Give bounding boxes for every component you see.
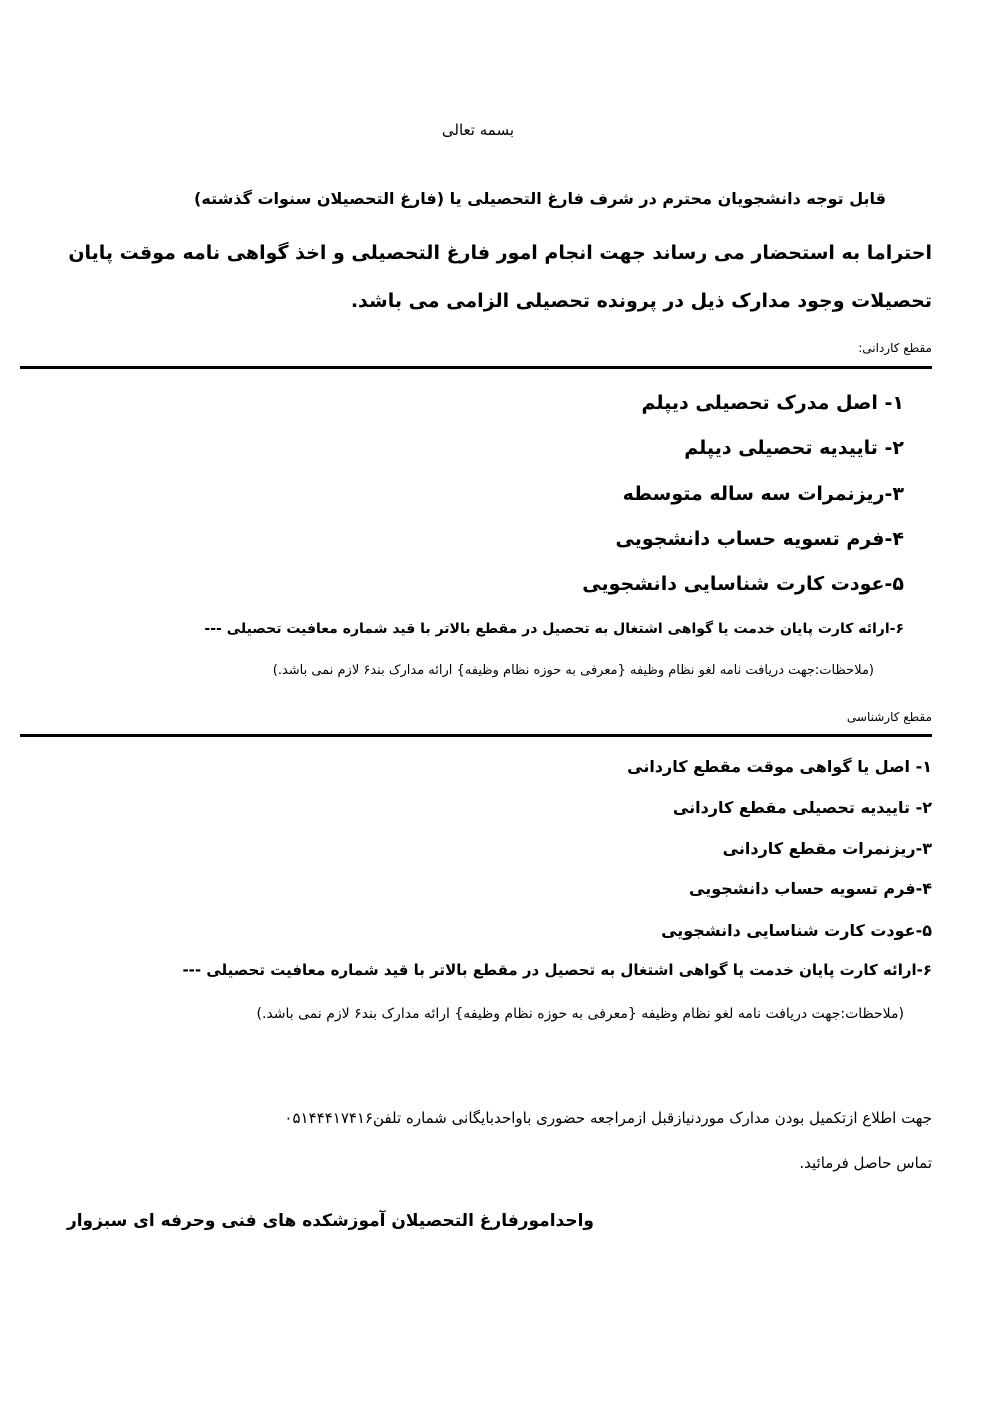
addressee-line: قابل توجه دانشجویان محترم در شرف فارغ التحصیلی یا (فارغ التحصیلان سنوات گذشته) <box>194 189 886 208</box>
section-heading-karshenasi: مقطع کارشناسی <box>846 710 932 724</box>
karshenasi-item-5: ۵-عودت کارت شناسایی دانشجویی <box>661 921 932 940</box>
karshenasi-item-6: ۶-ارائه کارت پایان خدمت یا گواهی اشتغال به تحصیل در مقطع بالاتر با قید شماره معافیت تحصیلی --- <box>182 961 932 979</box>
section-heading-kardani: مقطع کاردانی: <box>858 341 932 355</box>
section-divider-karshenasi <box>20 734 932 737</box>
kardani-item-3: ۳-ریزنمرات سه ساله متوسطه <box>622 483 904 505</box>
karshenasi-item-3: ۳-ریزنمرات مقطع کاردانی <box>722 839 932 858</box>
intro-line-2: تحصیلات وجود مدارک ذیل در پرونده تحصیلی الزامی می باشد. <box>350 290 932 312</box>
kardani-item-6: ۶-ارائه کارت پایان خدمت یا گواهی اشتغال به تحصیل در مقطع بالاتر با قید شماره معافیت تحصیلی --- <box>204 621 904 637</box>
signature-office: واحدامورفارغ التحصیلان آموزشکده های فنی وحرفه ای سبزوار <box>66 1211 594 1231</box>
kardani-note: (ملاحظات:جهت دریافت نامه لغو نظام وظیفه {معرفی به حوزه نظام وظیفه} ارائه مدارک بند۶ لازم نمی باشد.) <box>272 663 874 678</box>
kardani-item-2: ۲- تاییدیه تحصیلی دیپلم <box>684 437 904 459</box>
kardani-item-4: ۴-فرم تسویه حساب دانشجویی <box>615 528 904 550</box>
karshenasi-item-1: ۱- اصل یا گواهی موقت مقطع کاردانی <box>627 757 932 776</box>
karshenasi-note: (ملاحظات:جهت دریافت نامه لغو نظام وظیفه {معرفی به حوزه نظام وظیفه} ارائه مدارک بند۶ لازم نمی باشد.) <box>256 1006 904 1022</box>
basmala: بسمه تعالی <box>441 121 514 139</box>
karshenasi-item-2: ۲- تاییدیه تحصیلی مقطع کاردانی <box>672 798 932 817</box>
kardani-item-1: ۱- اصل مدرک تحصیلی دیپلم <box>641 392 904 414</box>
contact-line-2: تماس حاصل فرمائید. <box>799 1154 932 1172</box>
karshenasi-item-4: ۴-فرم تسویه حساب دانشجویی <box>689 879 932 898</box>
section-divider-kardani <box>20 366 932 369</box>
intro-line-1: احتراما به استحضار می رساند جهت انجام امور فارغ التحصیلی و اخذ گواهی نامه موقت پایان <box>68 242 932 264</box>
kardani-item-5: ۵-عودت کارت شناسایی دانشجویی <box>582 573 904 595</box>
contact-line-1: جهت اطلاع ازتکمیل بودن مدارک موردنیازقبل ازمراجعه حضوری باواحدبایگانی شماره تلفن۰۵۱۴۴۴۱۷۴۱۶ <box>284 1109 932 1127</box>
